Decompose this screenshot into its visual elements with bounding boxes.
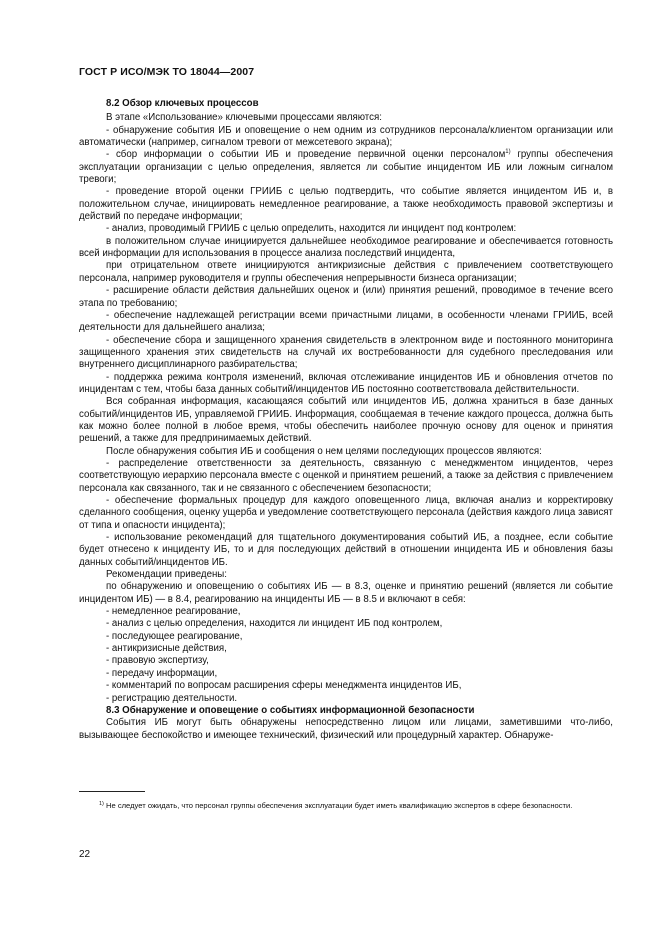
list-item: - регистрацию деятельности. xyxy=(106,692,238,704)
footnote-marker: 1) xyxy=(99,801,104,807)
list-item: - проведение второй оценки ГРИИБ с целью подтвердить, что событие является инцидентом ИБ и, в положительном случае, инициировать немедленное реагирование, а также необходимость правовой экспертизы и действий по передаче информации; xyxy=(79,186,613,223)
list-item: - немедленное реагирование, xyxy=(106,606,241,618)
footnote-text: Не следует ожидать, что персонал группы обеспечения эксплуатации будет иметь квалификацию экспертов в сфере безопасности. xyxy=(106,801,573,810)
document-header: ГОСТ Р ИСО/МЭК ТО 18044—2007 xyxy=(79,66,255,78)
list-item: - обеспечение формальных процедур для каждого оповещенного лица, включая анализ и корректировку сделанного сообщения, оценку ущерба и уведомление соответствующего персонала (действия каждого лица зависят от типа и опасности инцидента); xyxy=(79,495,613,531)
footnote xyxy=(79,800,613,812)
section-8-3-title: 8.3 Обнаружение и оповещение о событиях информационной безопасности xyxy=(106,704,475,716)
list-item-text-cont: группы обеспечения эксплуатации организации с целью определения, является ли событие инцидентом ИБ или ложным сигналом тревоги; xyxy=(79,149,613,186)
footnote-divider xyxy=(79,791,145,792)
list-item: - обнаружение события ИБ и оповещение о нем одним из сотрудников персонала/клиентом организации или автоматически (например, сигналом тревоги от межсетевого экрана); xyxy=(79,124,613,149)
footnote-marker: 1) xyxy=(505,149,511,156)
paragraph: События ИБ могут быть обнаружены непосредственно лицом или лицами, заметившими что-либо, вызывающее беспокойство и имеющее технический, физический или процедурный характер. Обнаруже- xyxy=(79,717,613,741)
list-item xyxy=(79,149,613,186)
list-item: - обеспечение сбора и защищенного хранения свидетельств в электронном виде и постоянного мониторинга защищенного хранения этих свидетельств на случай их востребованности для судебного преследования или внутреннего дисциплинарного разбирательства; xyxy=(79,334,613,371)
paragraph: в положительном случае инициируется дальнейшее необходимое реагирование и обеспечивается готовность всей информации для использования в процессе анализа последствий инцидента, xyxy=(79,235,613,260)
page-content xyxy=(79,98,613,742)
list-item: - распределение ответственности за деятельность, связанную с менеджментом инцидентов, через соответствующую иерархию персонала вместе с оценкой и принятием решений, а также за действия с привлечением персонала как связанного, так и не связанного с обеспечением безопасности; xyxy=(79,457,613,494)
list-item: - последующее реагирование, xyxy=(106,630,243,642)
list-item: - использование рекомендаций для тщательного документирования событий ИБ, а позднее, если событие будет отнесено к инциденту ИБ, то и для последующих действий в отношении инцидента ИБ и обновления базы данных событий/инцидентов ИБ. xyxy=(79,532,613,568)
list-item: - обеспечение надлежащей регистрации всеми причастными лицами, в особенности членами ГРИИБ, всей деятельности для дальнейшего анализа; xyxy=(79,309,613,334)
paragraph: Вся собранная информация, касающаяся событий или инцидентов ИБ, должна храниться в базе данных событий/инцидентов ИБ, управляемой ГРИИБ. Информация, сообщаемая в течение каждого процесса, должна быть как можно более полной в любое время, чтобы обеспечить наиболее прочную основу для оценок и принятия решений, а также для предпринимаемых действий. xyxy=(79,396,613,445)
section-8-2-title: 8.2 Обзор ключевых процессов xyxy=(106,98,259,109)
paragraph: Рекомендации приведены: xyxy=(106,569,227,581)
list-item: - расширение области действия дальнейших оценок и (или) принятия решений, проводимое в течение всего этапа по требованию; xyxy=(79,285,613,309)
list-item: - поддержка режима контроля изменений, включая отслеживание инцидентов ИБ и обновления отчетов по инцидентам с тем, чтобы база данных событий/инцидентов ИБ постоянно соответствовала действительности. xyxy=(79,371,613,395)
paragraph: В этапе «Использование» ключевыми процессами являются: xyxy=(106,112,382,124)
list-item: - комментарий по вопросам расширения сферы менеджмента инцидентов ИБ, xyxy=(106,680,462,692)
list-item: - анализ с целью определения, находится ли инцидент ИБ под контролем, xyxy=(106,618,443,630)
list-item: - передачу информации, xyxy=(106,667,218,679)
paragraph: После обнаружения события ИБ и сообщения о нем целями последующих процессов являются: xyxy=(106,445,542,457)
list-item: - анализ, проводимый ГРИИБ с целью определить, находится ли инцидент под контролем: xyxy=(106,223,517,235)
list-item: - правовую экспертизу, xyxy=(106,655,209,667)
list-item: - антикризисные действия, xyxy=(106,643,227,655)
list-item-text: - сбор информации о событии ИБ и проведение первичной оценки персоналом xyxy=(106,149,506,161)
paragraph: при отрицательном ответе инициируются антикризисные действия с привлечением соответствующего персонала, например руководителя и группы обеспечения непрерывности бизнеса организации; xyxy=(79,260,613,284)
paragraph: по обнаружению и оповещению о событиях ИБ — в 8.3, оценке и принятию решений (является ли событие инцидентом ИБ) — в 8.4, реагированию на инциденты ИБ — в 8.5 и включают в себя: xyxy=(79,581,613,605)
page-number: 22 xyxy=(79,849,91,860)
